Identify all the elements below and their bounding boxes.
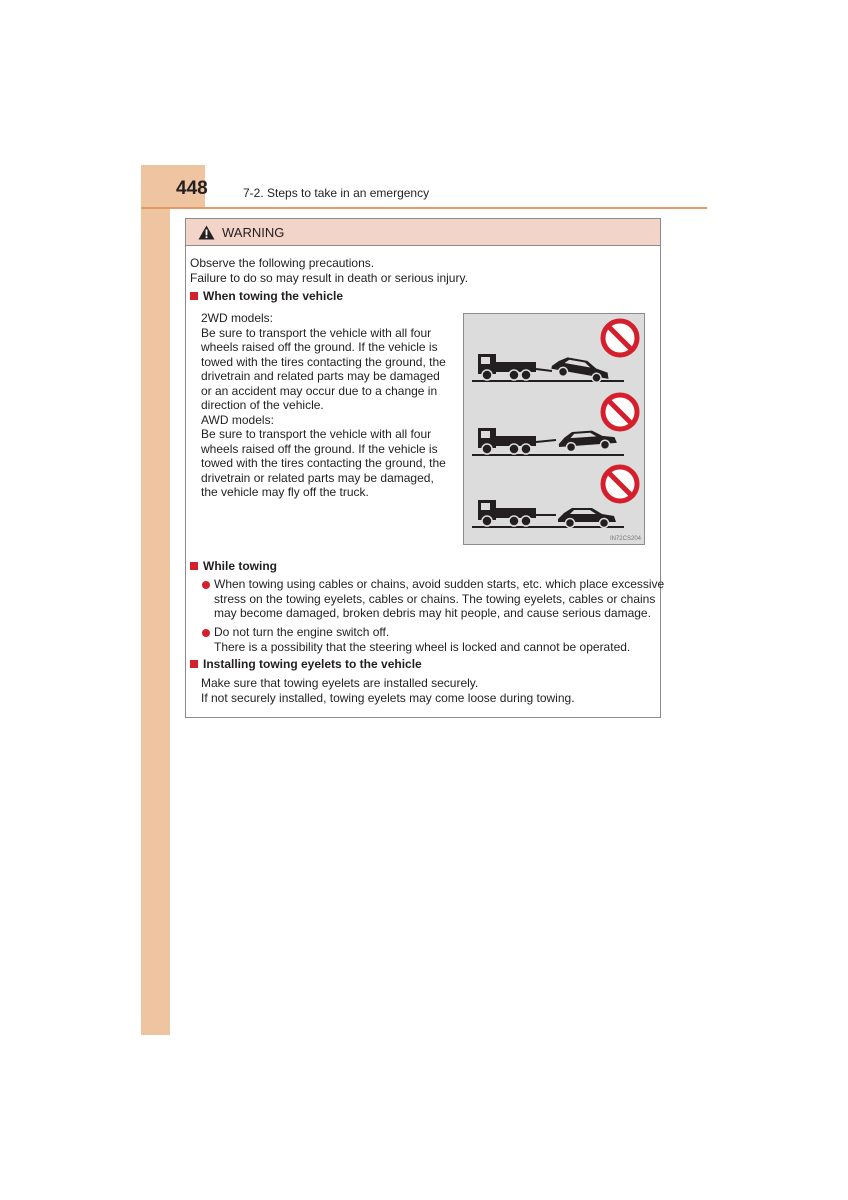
header-rule — [141, 207, 707, 209]
text-line: direction of the vehicle. — [201, 398, 324, 412]
text-line: wheels raised off the ground. If the vehicle is — [201, 441, 438, 456]
text-line: wheels raised off the ground. If the vehicle is — [201, 340, 438, 354]
text-line: Do not turn the engine switch off. — [214, 625, 390, 639]
while-towing-heading — [190, 559, 277, 574]
text-line: Be sure to transport the vehicle with all four — [201, 427, 432, 441]
warning-bar — [186, 219, 660, 246]
heading-text: While towing — [203, 559, 277, 573]
eyelets-heading — [190, 657, 422, 672]
red-square-bullet-icon — [190, 562, 198, 570]
heading-text: Installing towing eyelets to the vehicle — [203, 657, 422, 671]
red-square-bullet-icon — [190, 292, 198, 300]
page-number: 448 — [176, 178, 208, 199]
text-line: When towing using cables or chains, avoid sudden starts, etc. which place excessive — [214, 577, 665, 591]
text-line: or an accident may occur due to a change in — [201, 383, 438, 398]
heading-text: When towing the vehicle — [203, 289, 344, 303]
intro-line: Failure to do so may result in death or serious injury. — [190, 270, 468, 285]
scene-2wd — [472, 321, 637, 384]
twd-label: 2WD models: — [201, 311, 274, 325]
awd-label: AWD models: — [201, 412, 274, 427]
text-line: There is a possibility that the steering wheel is locked and cannot be operated. — [214, 639, 631, 654]
towing-scenes — [464, 314, 644, 544]
side-tab — [141, 165, 170, 1035]
warning-title: WARNING — [222, 224, 285, 240]
while-towing-bullet-2 — [214, 625, 630, 654]
text-line: Be sure to transport the vehicle with all four — [201, 325, 432, 340]
text-line: towed with the tires contacting the ground, the — [201, 456, 446, 470]
towing-vehicle-heading — [190, 289, 343, 304]
text-line: may become damaged, broken debris may hit people, and cause serious damage. — [214, 606, 651, 620]
red-square-bullet-icon — [190, 660, 198, 668]
scene-awd-flat — [472, 467, 637, 528]
warning-triangle-icon — [198, 225, 215, 240]
warning-intro — [190, 256, 468, 285]
red-dot-bullet-icon — [202, 629, 210, 637]
text-line: If not securely installed, towing eyelets may come loose during towing. — [201, 690, 575, 705]
text-line: drivetrain or related parts may be damaged, — [201, 470, 434, 485]
scene-awd-front — [472, 395, 637, 455]
intro-line: Observe the following precautions. — [190, 256, 375, 270]
red-dot-bullet-icon — [202, 581, 210, 589]
towing-illustration — [463, 313, 645, 545]
text-line: drivetrain and related parts may be damaged — [201, 369, 440, 383]
text-line: the vehicle may fly off the truck. — [201, 485, 369, 499]
text-line: stress on the towing eyelets, cables or chains. The towing eyelets, cables or chains — [214, 591, 656, 606]
while-towing-bullet-1 — [214, 577, 664, 621]
text-line: towed with the tires contacting the ground, the — [201, 354, 446, 369]
section-title: 7-2. Steps to take in an emergency — [243, 186, 430, 200]
text-line: Make sure that towing eyelets are installed securely. — [201, 676, 479, 690]
figure-code: IN72CS204 — [609, 536, 641, 542]
twd-paragraph — [201, 311, 448, 500]
eyelets-paragraph — [201, 676, 575, 705]
